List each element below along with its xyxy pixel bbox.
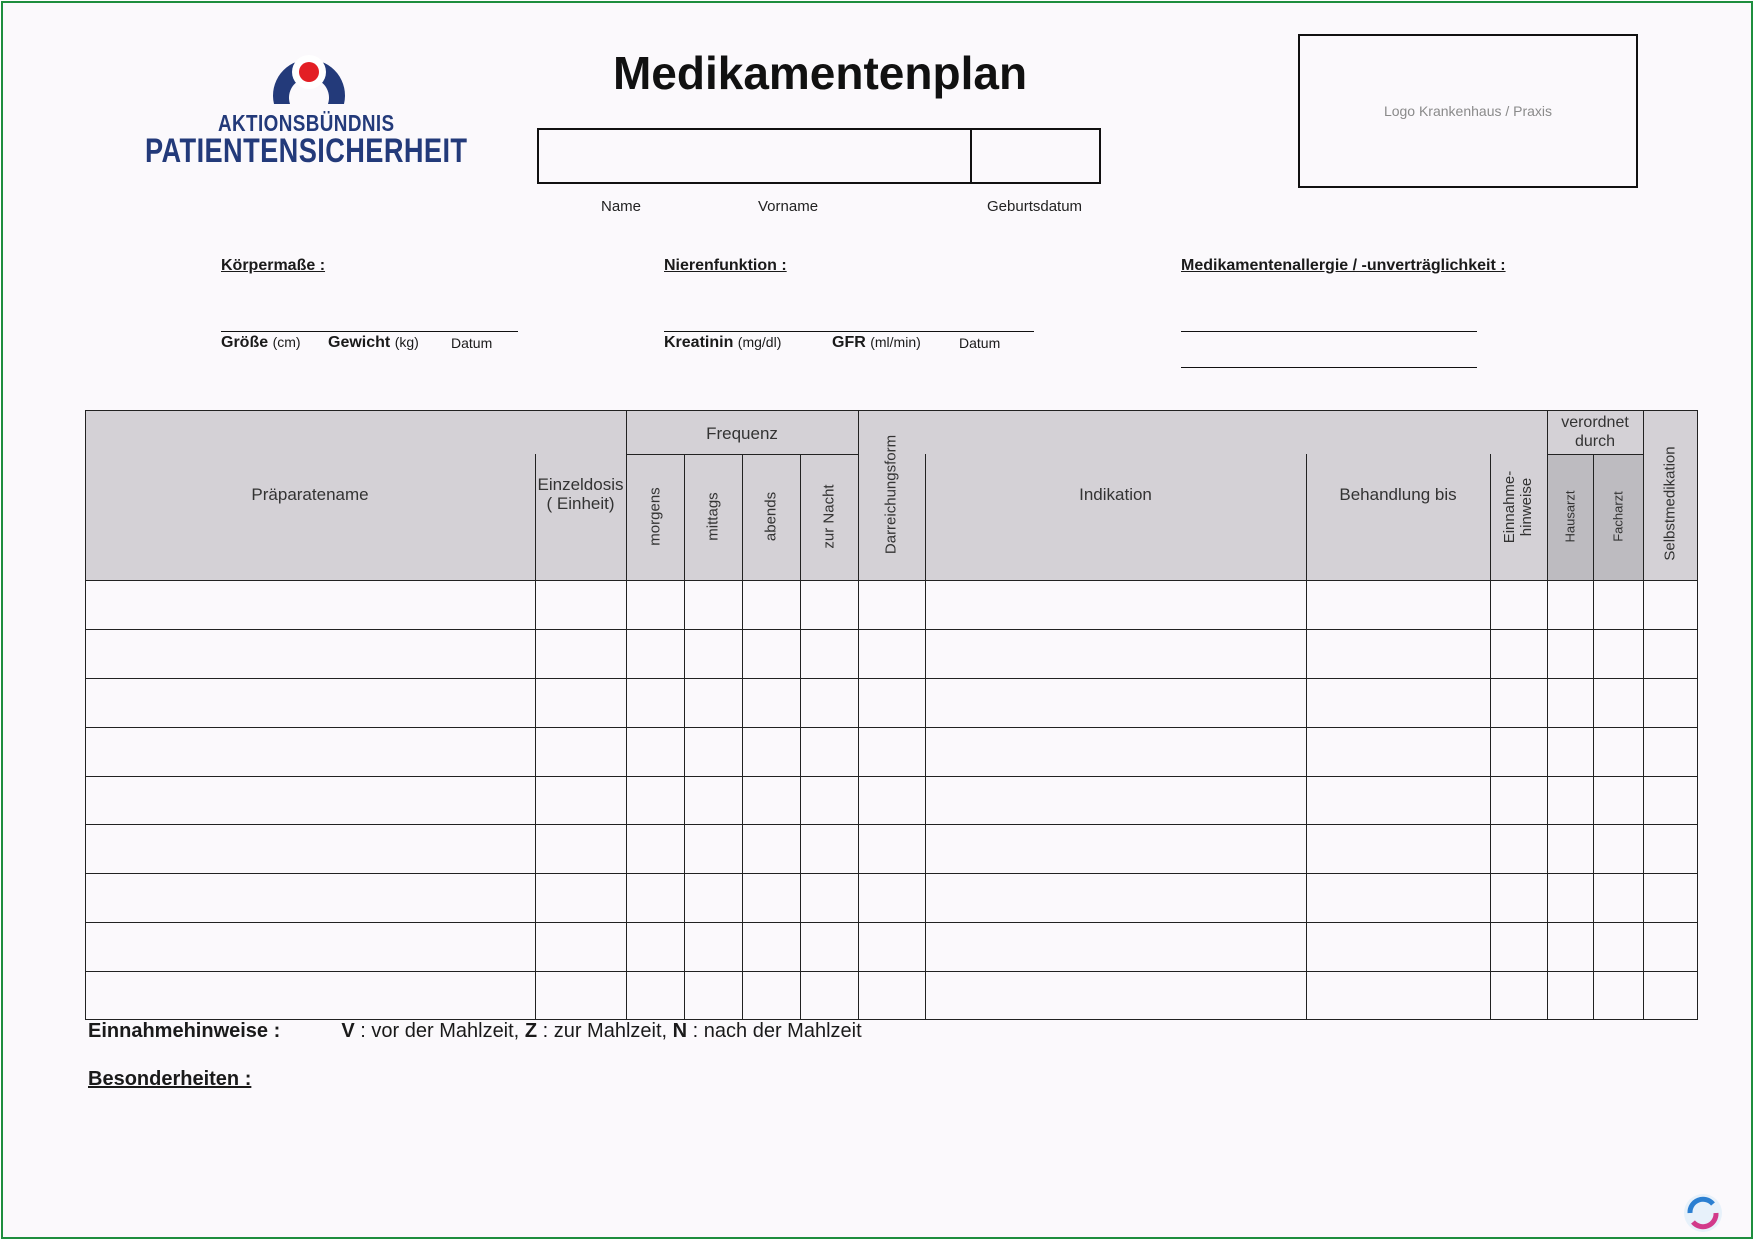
header-darreichungsform: Darreichungsform bbox=[882, 434, 900, 555]
table-row[interactable] bbox=[85, 873, 1698, 922]
patientensicherheit-logo-icon bbox=[266, 32, 352, 118]
koerpermasse-input-line[interactable] bbox=[221, 331, 518, 332]
logo-placeholder-text: Logo Krankenhaus / Praxis bbox=[1383, 103, 1553, 119]
header-einnahmehinweise: Einnahme- hinweise bbox=[1501, 470, 1535, 544]
einnahmehinweise-legend bbox=[88, 1020, 862, 1043]
table-row[interactable] bbox=[85, 678, 1698, 727]
table-row[interactable] bbox=[85, 971, 1698, 1020]
sync-badge-icon bbox=[1682, 1192, 1724, 1234]
table-row[interactable] bbox=[85, 629, 1698, 678]
header-selbstmedikation: Selbstmedikation bbox=[1661, 446, 1679, 561]
verordnet-sub-line bbox=[1547, 454, 1643, 455]
kreatinin-text: Kreatinin bbox=[664, 334, 734, 351]
kreatinin-label bbox=[664, 334, 781, 352]
nierenfunktion-datum-text: Datum bbox=[959, 335, 1001, 351]
legend-z-text: : zur Mahlzeit, bbox=[542, 1020, 668, 1042]
name-box-divider bbox=[970, 130, 972, 182]
header-abends: abends bbox=[762, 491, 780, 542]
table-row[interactable] bbox=[85, 824, 1698, 873]
legend-v-key: V bbox=[341, 1020, 355, 1042]
groesse-text: Größe bbox=[221, 334, 269, 351]
legend-n-key: N bbox=[672, 1020, 688, 1042]
header-facharzt: Facharzt bbox=[1610, 491, 1626, 542]
legend-n-text: : nach der Mahlzeit bbox=[692, 1020, 862, 1042]
hospital-logo-placeholder bbox=[1298, 34, 1638, 188]
nierenfunktion-input-line[interactable] bbox=[664, 331, 1034, 332]
table-row[interactable] bbox=[85, 580, 1698, 629]
groesse-label bbox=[221, 334, 301, 352]
header-einzeldosis: Einzeldosis ( Einheit) bbox=[537, 475, 624, 513]
koerpermasse-datum-text: Datum bbox=[451, 335, 493, 351]
header-verordnet-durch: verordnet durch bbox=[1561, 414, 1629, 450]
legend-label: Einnahmehinweise : bbox=[88, 1020, 281, 1042]
kreatinin-unit: (mg/dl) bbox=[737, 334, 782, 350]
geburtsdatum-label: Geburtsdatum bbox=[987, 198, 1083, 215]
header-frequenz: Frequenz bbox=[706, 424, 778, 443]
header-praeparatename: Präparatename bbox=[251, 485, 369, 504]
koerpermasse-datum-label bbox=[451, 335, 492, 353]
gfr-label bbox=[832, 334, 921, 352]
nierenfunktion-datum-label bbox=[959, 335, 1000, 353]
legend-v-text: : vor der Mahlzeit, bbox=[360, 1020, 520, 1042]
header-behandlung-bis: Behandlung bis bbox=[1339, 485, 1457, 504]
table-row[interactable] bbox=[85, 776, 1698, 825]
gewicht-text: Gewicht bbox=[328, 334, 391, 351]
allergie-heading: Medikamentenallergie / -unverträglichkeit : bbox=[1181, 257, 1506, 274]
header-mittags: mittags bbox=[704, 492, 722, 541]
vorname-label: Vorname bbox=[758, 198, 819, 215]
allergie-input-line-2[interactable] bbox=[1181, 367, 1477, 368]
table-row[interactable] bbox=[85, 727, 1698, 776]
header-zur-nacht: zur Nacht bbox=[820, 484, 838, 549]
gewicht-unit: (kg) bbox=[394, 334, 419, 350]
header-indikation: Indikation bbox=[1079, 485, 1152, 504]
allergie-input-line-1[interactable] bbox=[1181, 331, 1477, 332]
gewicht-label bbox=[328, 334, 419, 352]
page-title: Medikamentenplan bbox=[612, 47, 1028, 99]
legend-z-key: Z bbox=[524, 1020, 538, 1042]
medication-table bbox=[85, 410, 1698, 1020]
header-morgens: morgens bbox=[646, 487, 664, 546]
name-field[interactable] bbox=[537, 128, 1101, 184]
nierenfunktion-heading: Nierenfunktion : bbox=[664, 257, 787, 274]
logo-line2: PATIENTENSICHERHEIT bbox=[145, 132, 468, 170]
table-row[interactable] bbox=[85, 922, 1698, 971]
gfr-text: GFR bbox=[832, 334, 866, 351]
logo-line1: AKTIONSBÜNDNIS bbox=[218, 110, 395, 136]
besonderheiten-heading: Besonderheiten : bbox=[88, 1068, 252, 1090]
koerpermasse-heading: Körpermaße : bbox=[221, 257, 326, 274]
name-label: Name bbox=[601, 198, 642, 215]
gfr-unit: (ml/min) bbox=[870, 334, 921, 350]
groesse-unit: (cm) bbox=[272, 334, 301, 350]
header-hausarzt: Hausarzt bbox=[1562, 490, 1578, 543]
